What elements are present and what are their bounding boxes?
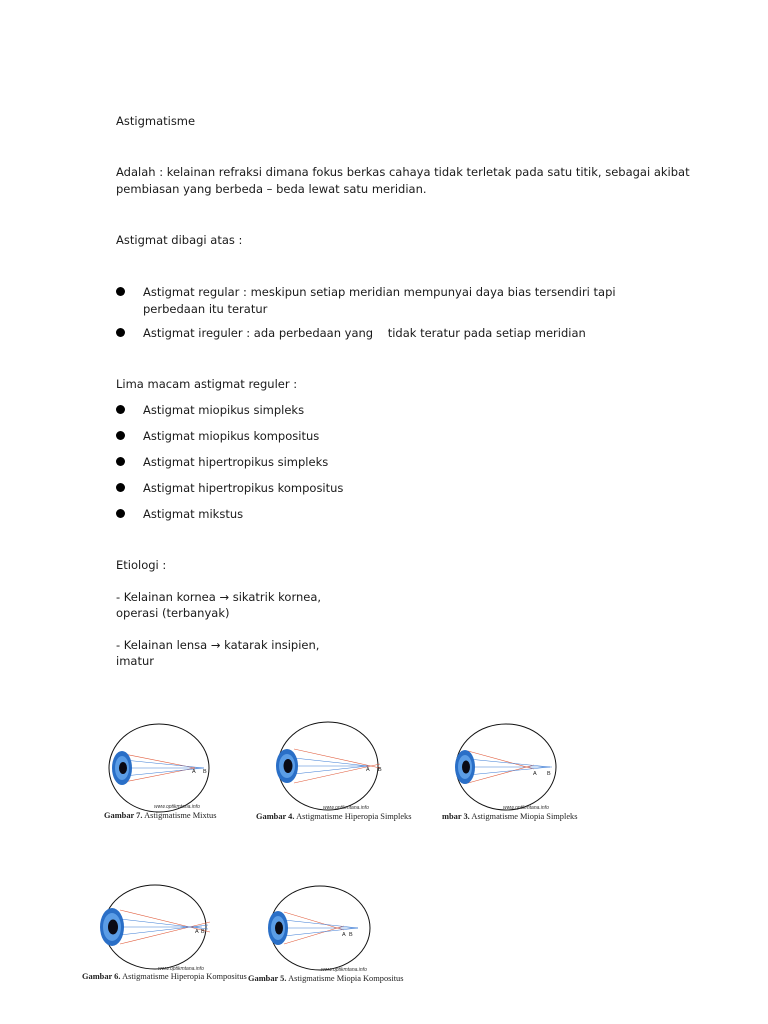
bullet-icon <box>116 328 125 337</box>
figure-caption-text: Astigmatisme Miopia Simpleks <box>471 812 578 821</box>
figure-source: www.optikmtana.info <box>158 966 204 972</box>
point-a-label: A <box>342 932 346 938</box>
figure-caption <box>256 812 412 821</box>
figure-label: Gambar 4. <box>256 812 295 821</box>
pupil-icon <box>275 922 283 935</box>
figure-source: www.optikmtana.info <box>503 805 549 811</box>
division-item-text: Astigmat regular : meskipun setiap meridian mempunyai daya bias tersendiri tapi perbedaan itu teratur <box>143 285 616 316</box>
figure-label: Gambar 6. <box>82 972 121 981</box>
eye-diagram <box>272 718 384 812</box>
type-item-text: Astigmat hipertropikus kompositus <box>143 481 344 495</box>
point-b-label: B <box>203 769 207 775</box>
type-item-text: Astigmat miopikus kompositus <box>143 429 320 443</box>
division-item <box>116 284 736 317</box>
type-item <box>116 454 736 471</box>
point-a-label: A <box>192 769 196 775</box>
bullet-icon <box>116 287 125 296</box>
eye-diagram-figure <box>446 720 560 812</box>
type-item-text: Astigmat mikstus <box>143 507 244 521</box>
figure-caption-text: Astigmatisme Mixtus <box>144 811 217 820</box>
figure-caption-text: Astigmatisme Miopia Kompositus <box>288 974 404 983</box>
type-item <box>116 480 736 497</box>
point-b-label: B <box>349 932 353 938</box>
figure-caption <box>442 812 578 821</box>
type-item <box>116 506 736 523</box>
bullet-icon <box>116 509 125 518</box>
division-item <box>116 325 736 342</box>
eye-diagram-figure <box>264 882 376 972</box>
figure-label: Gambar 5. <box>248 974 287 983</box>
pupil-icon <box>108 920 118 935</box>
definition-line-1: Adalah : kelainan refraksi dimana fokus berkas cahaya tidak terletak pada satu titik, sebagai akibat <box>116 165 690 179</box>
eye-diagram <box>264 882 376 972</box>
eye-diagram <box>104 720 214 814</box>
figure-label: Gambar 7. <box>104 811 143 820</box>
point-a-label: A <box>533 771 537 777</box>
etiology-item-2-line-1: - Kelainan lensa → katarak insipien, <box>116 638 320 652</box>
eye-diagram-figure <box>272 718 384 812</box>
figure-caption <box>104 811 216 820</box>
page-heading: Astigmatisme <box>116 114 196 128</box>
etiology-item-1-line-2: operasi (terbanyak) <box>116 606 230 620</box>
figure-caption <box>82 972 247 981</box>
point-a-label: A <box>195 929 199 935</box>
etiology-title: Etiologi : <box>116 558 167 572</box>
eye-diagram <box>446 720 560 812</box>
pupil-icon <box>119 762 127 774</box>
eye-diagram-figure <box>98 880 210 970</box>
figure-source: www.optikmtana.info <box>323 805 369 811</box>
bullet-icon <box>116 457 125 466</box>
figure-caption-text: Astigmatisme Hiperopia Kompositus <box>122 972 247 981</box>
etiology-item-2-line-2: imatur <box>116 654 154 668</box>
bullet-icon <box>116 431 125 440</box>
types-title: Lima macam astigmat reguler : <box>116 377 298 391</box>
type-item-text: Astigmat hipertropikus simpleks <box>143 455 329 469</box>
figure-caption-text: Astigmatisme Hiperopia Simpleks <box>296 812 412 821</box>
figure-caption <box>248 974 404 983</box>
definition-line-2: pembiasan yang berbeda – beda lewat satu meridian. <box>116 182 427 196</box>
type-item <box>116 428 736 445</box>
figure-label: mbar 3. <box>442 812 470 821</box>
bullet-icon <box>116 483 125 492</box>
figure-source: www.optikmtana.info <box>321 967 367 973</box>
bullet-icon <box>116 405 125 414</box>
pupil-icon <box>284 759 293 773</box>
etiology-item-1-line-1: - Kelainan kornea → sikatrik kornea, <box>116 590 322 604</box>
eye-diagram-figure <box>104 720 214 814</box>
type-item-text: Astigmat miopikus simpleks <box>143 403 305 417</box>
division-title: Astigmat dibagi atas : <box>116 233 243 247</box>
point-a-label: A <box>366 767 370 773</box>
division-item-text: Astigmat ireguler : ada perbedaan yang tidak teratur pada setiap meridian <box>143 326 586 340</box>
point-b-label: B <box>547 771 551 777</box>
point-b-label: B <box>378 767 382 773</box>
eye-diagram <box>98 880 210 970</box>
type-item <box>116 402 736 419</box>
figure-source: www.optikmtana.info <box>154 804 200 810</box>
point-b-label: B <box>201 929 205 935</box>
pupil-icon <box>462 761 470 774</box>
